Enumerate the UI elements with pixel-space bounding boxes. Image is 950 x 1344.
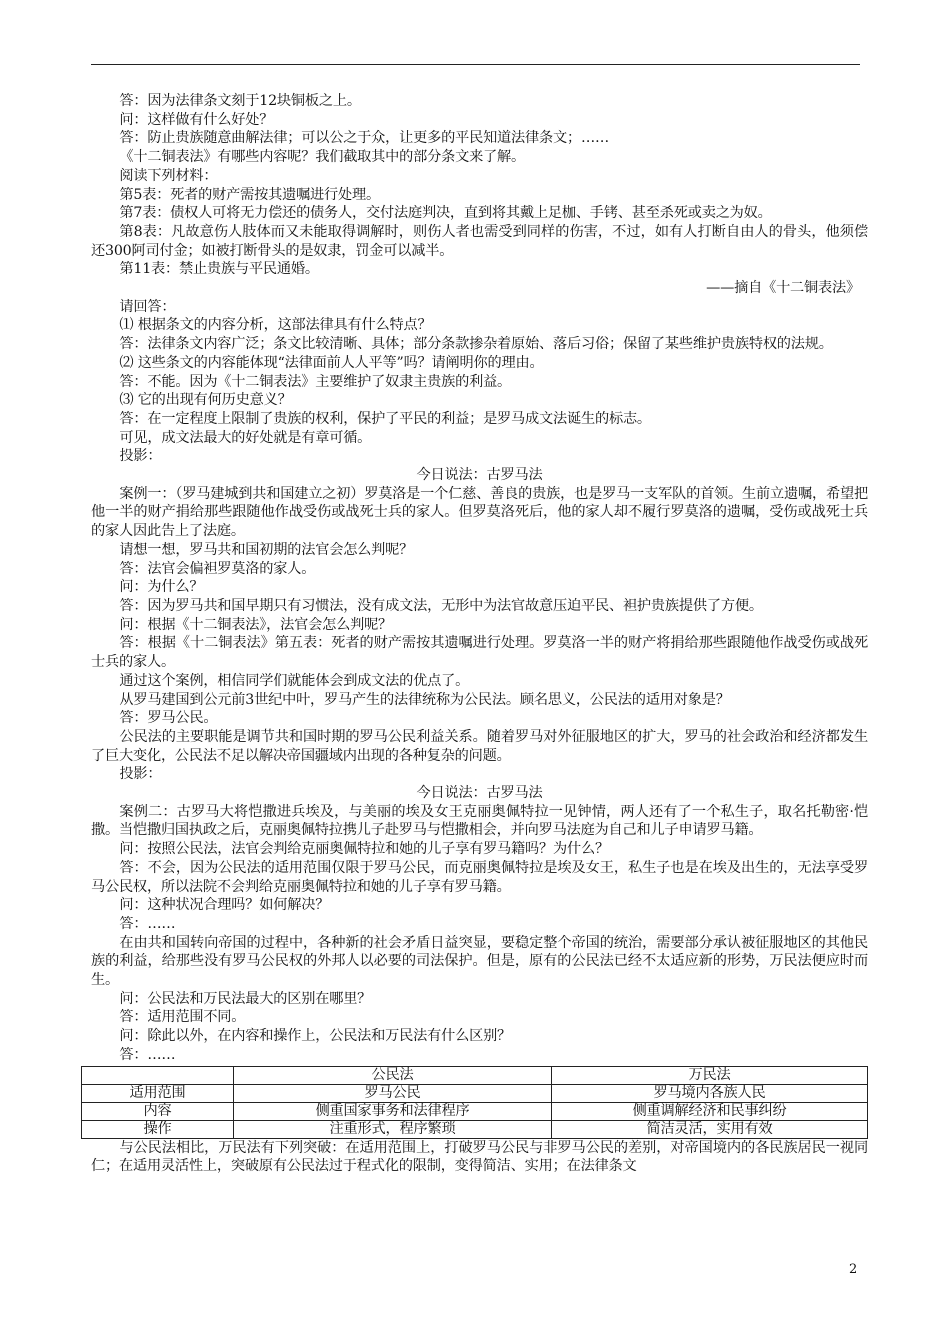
paragraph: 答：…… <box>119 1046 176 1063</box>
table-cell: 注重形式，程序繁琐 <box>234 1120 552 1138</box>
table-header-cell: 公民法 <box>234 1066 552 1084</box>
paragraph: 答：根据《十二铜表法》第五表：死者的财产需按其遗嘱进行处理。罗莫洛一半的财产将捐给那些跟随他作战受伤或战死士兵的家人。 <box>91 635 868 671</box>
paragraph: 答：因为罗马共和国早期只有习惯法，没有成文法，无形中为法官故意压迫平民、袒护贵族提供了方便。 <box>119 597 763 614</box>
paragraph: 答：不会，因为公民法的适用范围仅限于罗马公民，而克丽奥佩特拉是埃及女王，私生子也是在埃及出生的，无法享受罗马公民权，所以法院不会判给克丽奥佩特拉和她的儿子享有罗马籍。 <box>91 859 868 895</box>
table-cell: 罗马公民 <box>234 1084 552 1102</box>
table-header-cell <box>82 1066 234 1084</box>
table-cell: 罗马境内各族人民 <box>552 1084 868 1102</box>
paragraph: ⑴ 根据条文的内容分析，这部法律具有什么特点？ <box>119 317 432 334</box>
table-header-cell: 万民法 <box>552 1066 868 1084</box>
paragraph: 第8表：凡故意伤人肢体而又未能取得调解时，则伤人者也需受到同样的伤害，不过，如有人打断自由人的骨头，他须偿还300阿司付金；如被打断骨头的是奴隶，罚金可以减半。 <box>91 223 868 259</box>
case-heading-1: 今日说法：古罗马法 <box>416 467 543 484</box>
paragraph: 问：公民法和万民法最大的区别在哪里？ <box>119 990 372 1007</box>
paragraph: 从罗马建国到公元前3世纪中叶，罗马产生的法律统称为公民法。顾名思义，公民法的适用对象是？ <box>119 691 730 708</box>
paragraph: 投影： <box>119 448 162 465</box>
table-row <box>82 1084 868 1102</box>
paragraph: 通过这个案例，相信同学们就能体会到成文法的优点了。 <box>119 672 470 689</box>
paragraph: 答：适用范围不同。 <box>119 1009 246 1026</box>
table-cell: 内容 <box>82 1102 234 1120</box>
paragraph: 阅读下列材料： <box>119 167 218 184</box>
closing-paragraph: 与公民法相比，万民法有下列突破：在适用范围上，打破罗马公民与非罗马公民的差别，对帝国境内的各民族居民一视同仁；在适用灵活性上，突破原有公民法过于程式化的限制，变得简洁、实用；在法律条文 <box>91 1139 868 1175</box>
paragraph: 问：为什么？ <box>119 579 204 596</box>
header-rule <box>91 64 860 65</box>
paragraph: ⑵ 这些条文的内容能体现“法律面前人人平等”吗？请阐明你的理由。 <box>119 354 544 371</box>
paragraph: 答：法律条文内容广泛；条文比较清晰、具体；部分条款掺杂着原始、落后习俗；保留了某些维护贵族特权的法规。 <box>119 336 833 353</box>
paragraph: 答：因为法律条文刻于12块铜板之上。 <box>119 93 361 109</box>
page-number: 2 <box>849 1262 858 1277</box>
paragraph: 问：除此以外，在内容和操作上，公民法和万民法有什么区别？ <box>119 1028 512 1045</box>
table-row <box>82 1102 868 1120</box>
paragraph: 案例一：（罗马建城到共和国建立之初）罗莫洛是一个仁慈、善良的贵族，也是罗马一支军队的首领。生前立遗嘱，希望把他一半的财产捐给那些跟随他作战受伤或战死士兵的家人。但罗莫洛死后，他的家人却不履行罗莫洛的遗嘱，受伤或战死士兵的家人因此告上了法庭。 <box>91 485 868 540</box>
comparison-table <box>81 1066 868 1139</box>
source-citation: ——摘自《十二铜表法》 <box>706 280 860 297</box>
paragraph: 第7表：债权人可将无力偿还的债务人，交付法庭判决，直到将其戴上足枷、手铐、甚至杀死或卖之为奴。 <box>119 205 772 222</box>
section-questions <box>91 298 868 466</box>
table-cell: 简洁灵活，实用有效 <box>552 1120 868 1138</box>
paragraph: 答：…… <box>119 915 176 932</box>
paragraph: 问：按照公民法，法官会判给克丽奥佩特拉和她的儿子享有罗马籍吗？为什么？ <box>119 841 609 858</box>
table-header-row <box>82 1066 868 1084</box>
section-case-2 <box>91 803 868 1065</box>
table-cell: 侧重调解经济和民事纠纷 <box>552 1102 868 1120</box>
paragraph: 答：在一定程度上限制了贵族的权利，保护了平民的利益；是罗马成文法诞生的标志。 <box>119 410 651 427</box>
paragraph: 请想一想，罗马共和国初期的法官会怎么判呢？ <box>119 541 414 558</box>
paragraph: 问：这种状况合理吗？如何解决？ <box>119 897 330 914</box>
paragraph: 请回答： <box>119 298 176 315</box>
table-cell: 操作 <box>82 1120 234 1138</box>
paragraph: 答：不能。因为《十二铜表法》主要维护了奴隶主贵族的利益。 <box>119 373 512 390</box>
paragraph: 案例二：古罗马大将恺撒进兵埃及，与美丽的埃及女王克丽奥佩特拉一见钟情，两人还有了一个私生子，取名托勒密·恺撒。当恺撒归国执政之后，克丽奥佩特拉携儿子赴罗马与恺撒相会，并向罗马法庭为自己和儿子申请罗马籍。 <box>91 803 868 839</box>
paragraph: 《十二铜表法》有哪些内容呢？我们截取其中的部分条文来了解。 <box>119 149 526 166</box>
paragraph: 第5表：死者的财产需按其遗嘱进行处理。 <box>119 186 380 203</box>
paragraph: 第11表：禁止贵族与平民通婚。 <box>119 261 319 278</box>
table-row <box>82 1120 868 1138</box>
paragraph: 答：防止贵族随意曲解法律；可以公之于众，让更多的平民知道法律条文；…… <box>119 130 609 147</box>
paragraph: ⑶ 它的出现有何历史意义？ <box>119 392 292 409</box>
table-cell: 适用范围 <box>82 1084 234 1102</box>
paragraph: 问：根据《十二铜表法》，法官会怎么判呢？ <box>119 616 393 633</box>
section-case-1 <box>91 485 868 784</box>
paragraph: 投影： <box>119 766 162 783</box>
case-heading-2: 今日说法：古罗马法 <box>416 785 543 802</box>
paragraph: 答：法官会偏袒罗莫洛的家人。 <box>119 560 316 577</box>
paragraph: 答：罗马公民。 <box>119 710 218 727</box>
table-cell: 侧重国家事务和法律程序 <box>234 1102 552 1120</box>
paragraph: 在由共和国转向帝国的过程中，各种新的社会矛盾日益突显，要稳定整个帝国的统治，需要部分承认被征服地区的其他民族的利益，给那些没有罗马公民权的外邦人以必要的司法保护。但是，原有的公民法已经不太适应新的形势，万民法便应时而生。 <box>91 934 868 989</box>
paragraph: 公民法的主要职能是调节共和国时期的罗马公民利益关系。随着罗马对外征服地区的扩大，罗马的社会政治和经济都发生了巨大变化，公民法不足以解决帝国疆域内出现的各种复杂的问题。 <box>91 728 868 764</box>
paragraph: 问：这样做有什么好处？ <box>119 111 274 128</box>
document-body <box>91 92 868 1176</box>
section-law-text <box>91 92 868 298</box>
paragraph: 可见，成文法最大的好处就是有章可循。 <box>119 429 372 446</box>
